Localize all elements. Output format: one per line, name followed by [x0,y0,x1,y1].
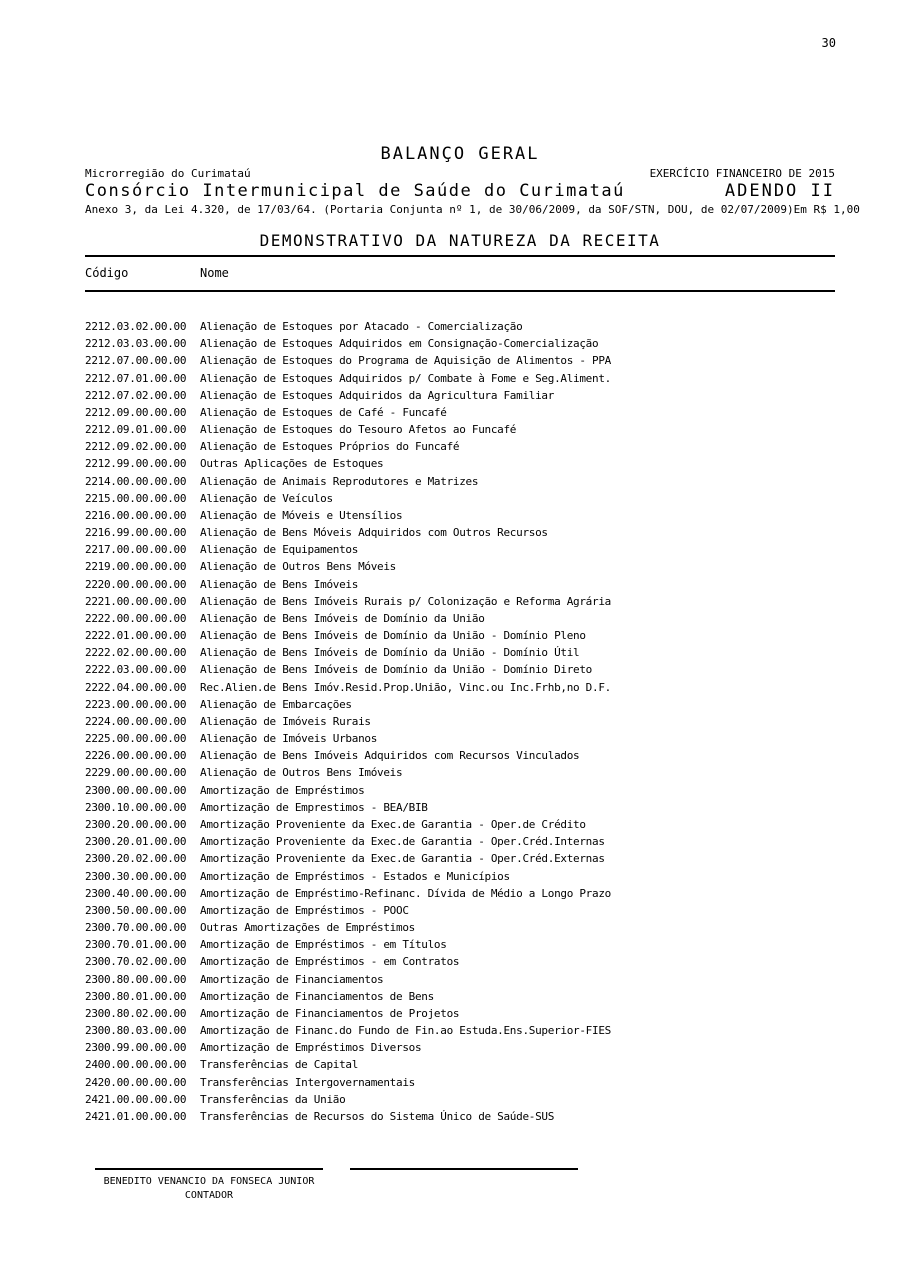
row-name: Alienação de Bens Móveis Adquiridos com Outros Recursos [200,526,548,540]
row-name: Amortização Proveniente da Exec.de Garantia - Oper.Créd.Externas [200,852,605,866]
row-code: 2221.00.00.00.00 [85,594,187,608]
row-code: 2300.20.01.00.00 [85,835,187,849]
table-row [85,644,875,661]
table-row [85,661,875,678]
row-code: 2222.03.00.00.00 [85,663,187,677]
signer-role: CONTADOR [184,1190,234,1201]
row-name: Amortização de Emprestimos - BEA/BIB [200,800,428,814]
row-name: Transferências Intergovernamentais [200,1075,415,1089]
table-row [85,833,875,850]
row-code: 2222.01.00.00.00 [85,629,187,643]
row-code: 2219.00.00.00.00 [85,560,187,574]
legal-reference: Anexo 3, da Lei 4.320, de 17/03/64. (Portaria Conjunta nº 1, de 30/06/2009, da SOF/STN, DOU, de 02/07/2009) [85,203,794,216]
table-row [85,799,875,816]
row-name: Alienação de Estoques de Café - Funcafé [200,405,447,419]
table-row [85,816,875,833]
table-column-headers [85,266,835,280]
row-code: 2225.00.00.00.00 [85,732,187,746]
row-name: Alienação de Bens Imóveis Rurais p/ Colonização e Reforma Agrária [200,594,611,608]
row-name: Outras Amortizações de Empréstimos [200,921,415,935]
row-name: Alienação de Veículos [200,491,333,505]
row-name: Amortização de Empréstimo-Refinanc. Dívida de Médio a Longo Prazo [200,886,611,900]
row-code: 2212.99.00.00.00 [85,457,187,471]
signature-line-left [95,1168,323,1170]
table-row [85,988,875,1005]
table-row [85,473,875,490]
row-code: 2300.70.01.00.00 [85,938,187,952]
row-name: Amortização de Financiamentos de Bens [200,989,434,1003]
header-row-entity [85,181,835,202]
row-name: Alienação de Estoques do Tesouro Afetos ao Funcafé [200,423,517,437]
row-code: 2226.00.00.00.00 [85,749,187,763]
row-code: 2300.40.00.00.00 [85,886,187,900]
table-row [85,764,875,781]
row-name: Alienação de Animais Reprodutores e Matrizes [200,474,479,488]
row-code: 2300.20.02.00.00 [85,852,187,866]
signature-line-right [350,1168,578,1170]
report-title: BALANÇO GERAL [380,144,540,164]
table-row [85,1022,875,1039]
table-row [85,627,875,644]
signature-block-contador [95,1168,323,1201]
row-code: 2216.99.00.00.00 [85,526,187,540]
row-name: Alienação de Imóveis Rurais [200,714,371,728]
row-code: 2400.00.00.00.00 [85,1058,187,1072]
header-row-region [85,167,835,181]
table-row [85,438,875,455]
exercise-label: EXERCÍCIO FINANCEIRO DE 2015 [649,167,835,180]
table-row [85,421,875,438]
row-name: Amortização de Financiamentos [200,972,384,986]
table-row [85,1074,875,1091]
table-rows [85,318,875,1125]
signer-name: BENEDITO VENANCIO DA FONSECA JUNIOR [103,1176,315,1187]
row-code: 2300.30.00.00.00 [85,869,187,883]
row-name: Amortização de Empréstimos - em Contratos [200,955,460,969]
table-row [85,1005,875,1022]
table-row [85,902,875,919]
header-row-legal [85,202,860,217]
table-header-rule [85,290,835,292]
table-row [85,971,875,988]
table-row [85,936,875,953]
region-label: Microrregião do Curimataú [85,167,251,180]
row-code: 2300.00.00.00.00 [85,783,187,797]
table-row [85,919,875,936]
table-row [85,1056,875,1073]
table-row [85,782,875,799]
row-code: 2300.80.00.00.00 [85,972,187,986]
entity-name: Consórcio Intermunicipal de Saúde do Curimataú [85,181,625,201]
section-title: DEMONSTRATIVO DA NATUREZA DA RECEITA [259,231,661,250]
row-code: 2223.00.00.00.00 [85,697,187,711]
table-row [85,610,875,627]
table-row [85,868,875,885]
table-row [85,370,875,387]
row-name: Alienação de Estoques Adquiridos p/ Combate à Fome e Seg.Aliment. [200,371,611,385]
table-row [85,576,875,593]
row-code: 2300.20.00.00.00 [85,817,187,831]
column-header-nome: Nome [200,266,229,280]
row-code: 2212.07.00.00.00 [85,354,187,368]
row-name: Amortização de Empréstimos Diversos [200,1041,422,1055]
table-row [85,953,875,970]
addendum-label: ADENDO II [724,181,835,201]
table-row [85,747,875,764]
row-name: Alienação de Estoques por Atacado - Comercialização [200,320,523,333]
row-code: 2212.09.01.00.00 [85,423,187,437]
row-code: 2300.80.03.00.00 [85,1024,187,1038]
row-code: 2300.70.00.00.00 [85,921,187,935]
row-code: 2222.00.00.00.00 [85,611,187,625]
row-code: 2300.10.00.00.00 [85,800,187,814]
row-name: Alienação de Estoques do Programa de Aquisição de Alimentos - PPA [200,354,611,368]
row-code: 2215.00.00.00.00 [85,491,187,505]
row-code: 2212.07.02.00.00 [85,388,187,402]
table-row [85,1091,875,1108]
page-number: 30 [821,36,836,50]
table-row [85,558,875,575]
table-row [85,1039,875,1056]
row-code: 2300.80.02.00.00 [85,1006,187,1020]
row-name: Amortização de Empréstimos [200,783,365,797]
table-row [85,696,875,713]
row-name: Amortização Proveniente da Exec.de Garantia - Oper.Créd.Internas [200,835,605,849]
table-row [85,507,875,524]
report-header [85,144,860,217]
row-code: 2421.01.00.00.00 [85,1109,187,1123]
row-code: 2421.00.00.00.00 [85,1092,187,1106]
row-name: Alienação de Bens Imóveis de Domínio da União - Domínio Útil [200,646,580,660]
row-name: Alienação de Móveis e Utensílios [200,508,403,522]
row-code: 2212.09.00.00.00 [85,405,187,419]
column-header-codigo: Código [85,266,129,280]
table-row [85,387,875,404]
currency-note: Em R$ 1,00 [793,203,860,216]
row-code: 2300.70.02.00.00 [85,955,187,969]
table-row [85,713,875,730]
row-name: Alienação de Equipamentos [200,543,359,557]
table-row [85,541,875,558]
row-name: Alienação de Embarcações [200,697,352,711]
row-name: Alienação de Estoques Adquiridos da Agricultura Familiar [200,388,555,402]
row-name: Alienação de Bens Imóveis de Domínio da União - Domínio Pleno [200,629,586,643]
row-name: Alienação de Bens Imóveis Adquiridos com Recursos Vinculados [200,749,580,763]
table-row [85,318,875,335]
row-name: Alienação de Estoques Adquiridos em Consignação-Comercialização [200,337,599,351]
table-row [85,850,875,867]
row-name: Amortização de Financ.do Fundo de Fin.ao Estuda.Ens.Superior-FIES [200,1024,611,1038]
row-name: Alienação de Bens Imóveis [200,577,359,591]
row-code: 2224.00.00.00.00 [85,714,187,728]
row-name: Transferências da União [200,1092,346,1106]
row-code: 2217.00.00.00.00 [85,543,187,557]
row-name: Alienação de Outros Bens Imóveis [200,766,403,780]
table-row [85,524,875,541]
signature-block-empty [350,1168,578,1170]
row-name: Alienação de Outros Bens Móveis [200,560,396,574]
row-code: 2420.00.00.00.00 [85,1075,187,1089]
table-row [85,404,875,421]
table-row [85,335,875,352]
row-name: Alienação de Estoques Próprios do Funcafé [200,440,460,454]
row-code: 2229.00.00.00.00 [85,766,187,780]
row-code: 2212.03.03.00.00 [85,337,187,351]
table-row [85,593,875,610]
row-code: 2216.00.00.00.00 [85,508,187,522]
row-name: Amortização de Empréstimos - POOC [200,903,409,917]
table-row [85,490,875,507]
row-name: Alienação de Bens Imóveis de Domínio da União - Domínio Direto [200,663,592,677]
row-name: Amortização de Financiamentos de Projetos [200,1006,460,1020]
row-name: Alienação de Imóveis Urbanos [200,732,378,746]
row-name: Amortização de Empréstimos - em Títulos [200,938,447,952]
row-code: 2222.04.00.00.00 [85,680,187,694]
row-code: 2222.02.00.00.00 [85,646,187,660]
row-name: Rec.Alien.de Bens Imóv.Resid.Prop.União, Vinc.ou Inc.Frhb,no D.F. [200,680,611,694]
table-row [85,679,875,696]
row-name: Amortização Proveniente da Exec.de Garantia - Oper.de Crédito [200,817,586,831]
row-code: 2212.07.01.00.00 [85,371,187,385]
row-name: Amortização de Empréstimos - Estados e Municípios [200,869,510,883]
row-code: 2212.03.02.00.00 [85,320,187,333]
row-name: Transferências de Recursos do Sistema Único de Saúde-SUS [200,1109,555,1123]
row-code: 2220.00.00.00.00 [85,577,187,591]
row-code: 2214.00.00.00.00 [85,474,187,488]
table-row [85,352,875,369]
row-code: 2212.09.02.00.00 [85,440,187,454]
row-name: Outras Aplicações de Estoques [200,457,384,471]
table-top-rule [85,255,835,257]
row-code: 2300.50.00.00.00 [85,903,187,917]
table-row [85,455,875,472]
table-row [85,1108,875,1125]
table-row [85,730,875,747]
row-code: 2300.99.00.00.00 [85,1041,187,1055]
row-name: Transferências de Capital [200,1058,359,1072]
row-code: 2300.80.01.00.00 [85,989,187,1003]
table-row [85,885,875,902]
row-name: Alienação de Bens Imóveis de Domínio da União [200,611,485,625]
